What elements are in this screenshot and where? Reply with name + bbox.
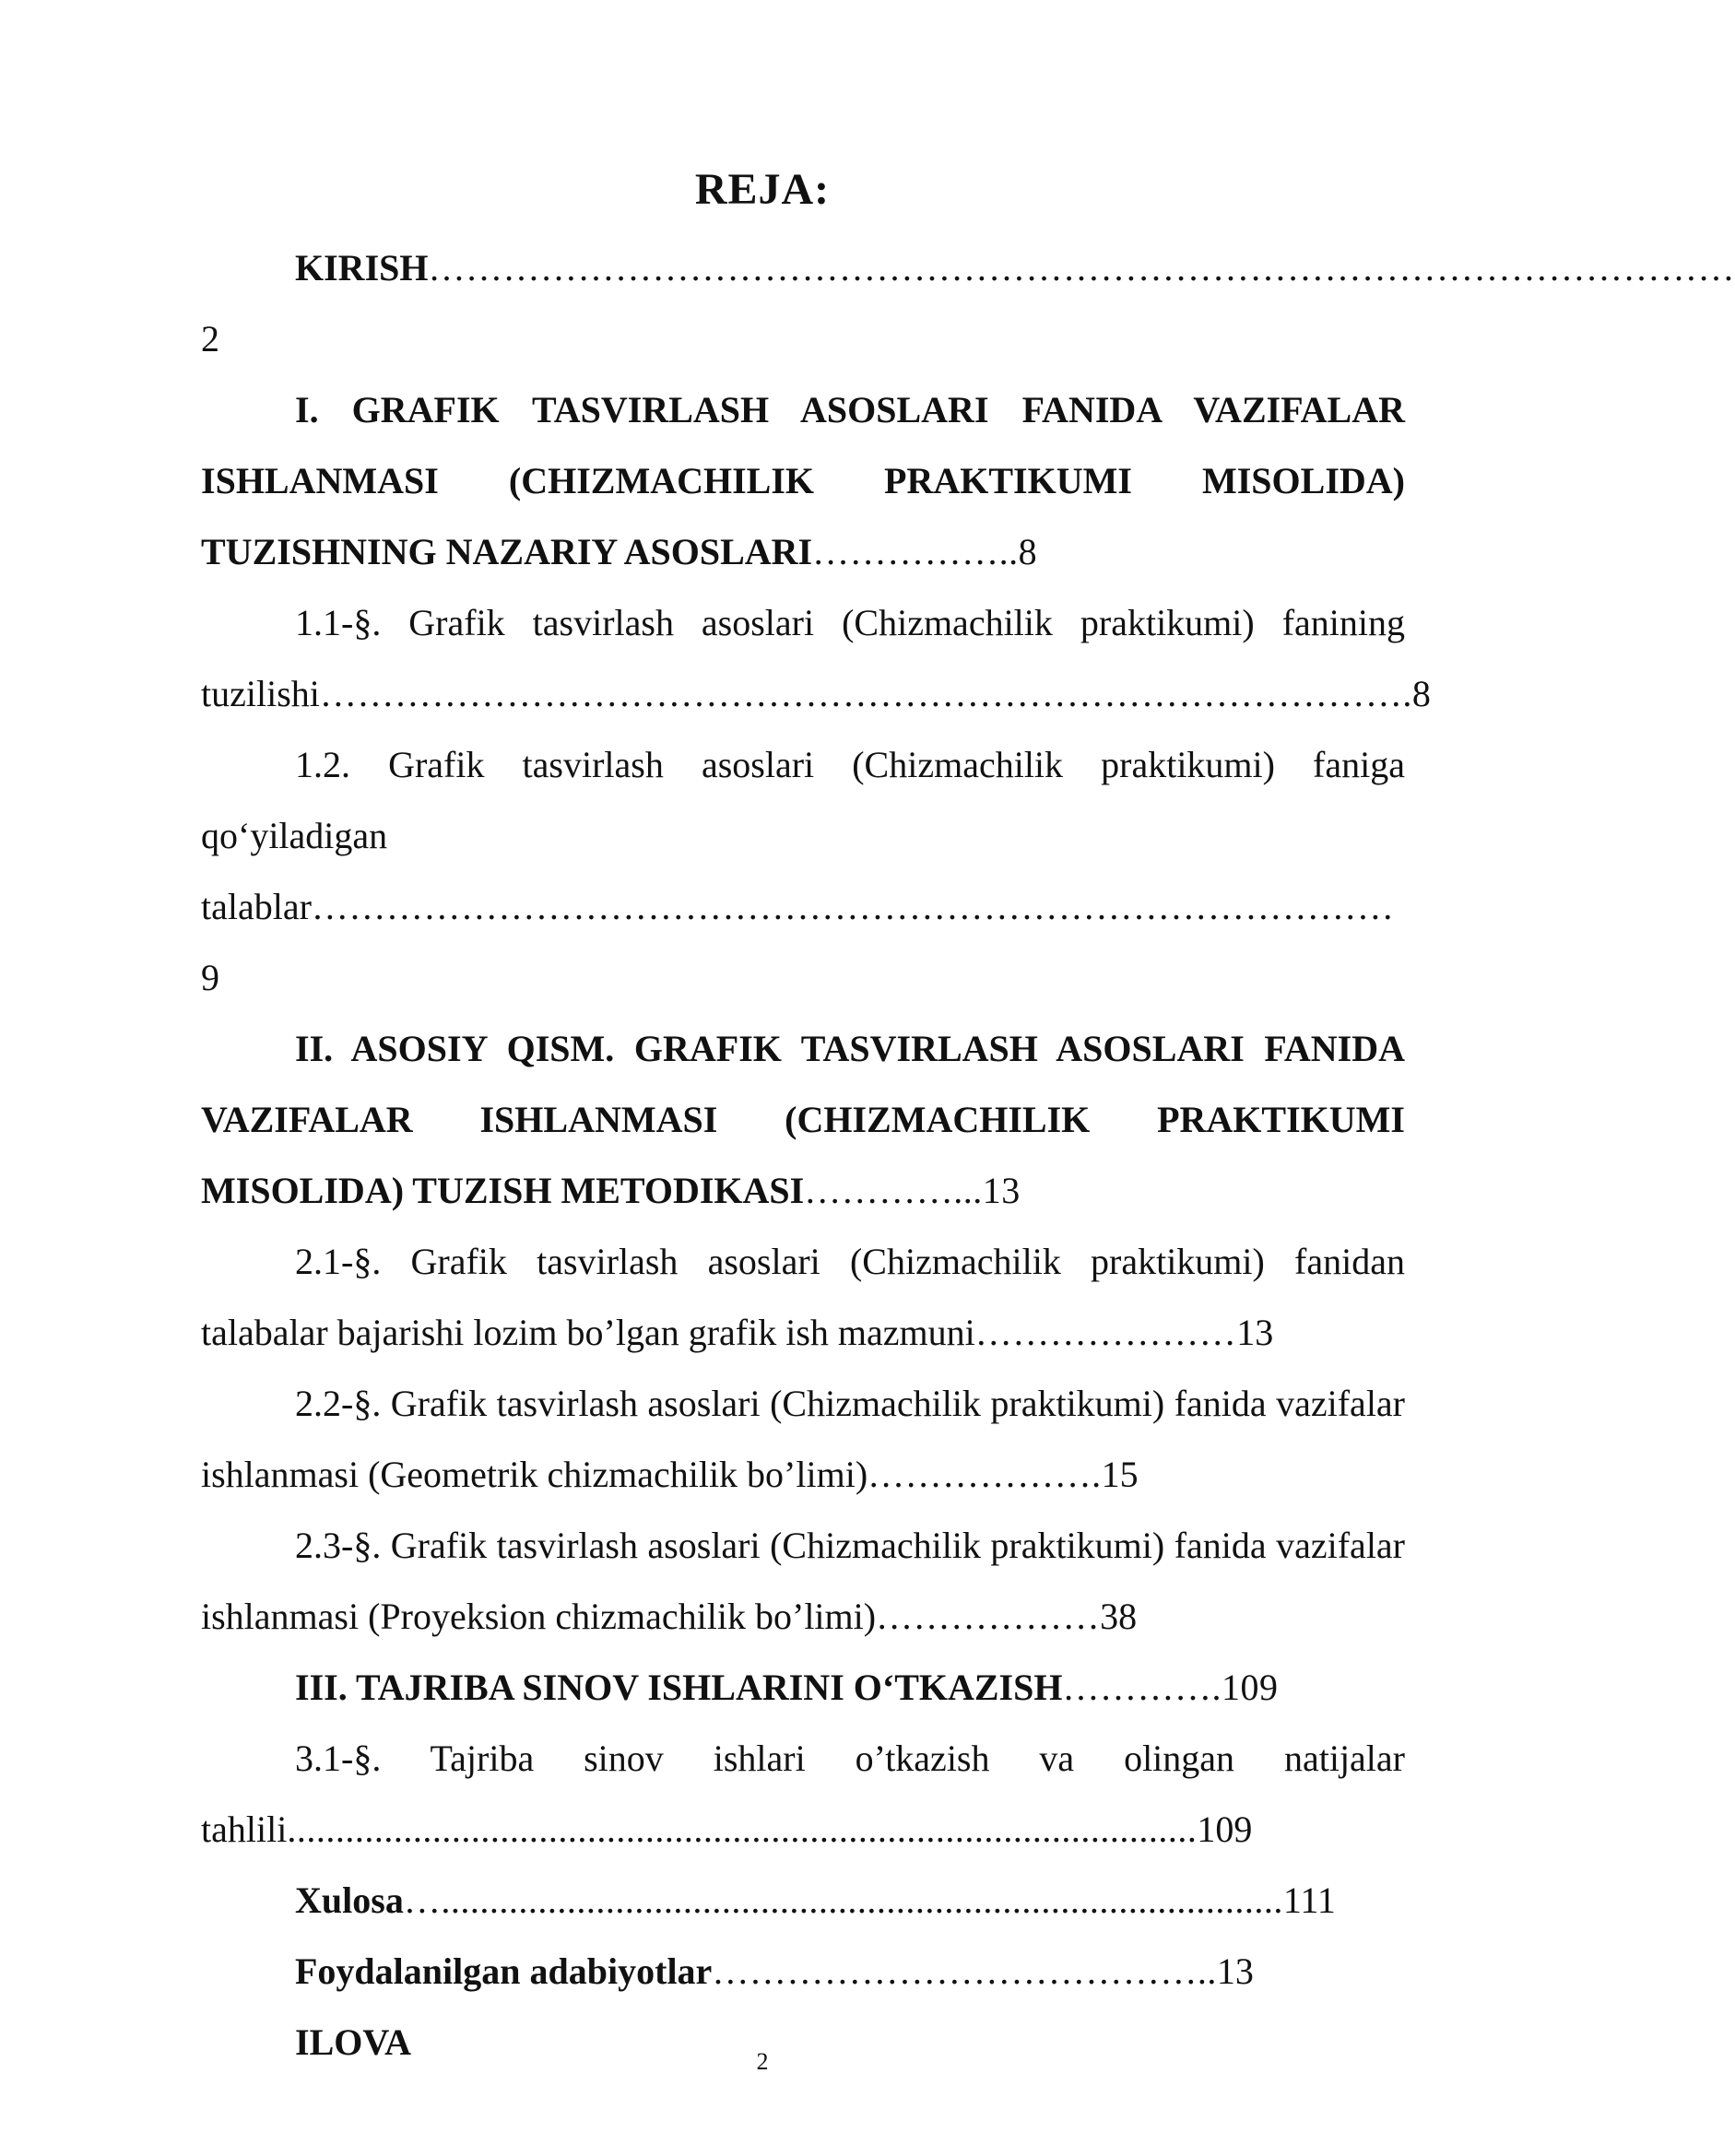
toc-entry-chapter-3 <box>201 1652 1405 1723</box>
toc-entry-leader: ………………… <box>974 1312 1237 1353</box>
toc-entry-label: Foydalanilgan adabiyotlar <box>295 1950 713 1992</box>
toc-entry-leader: ………………………………….. <box>712 1950 1217 1992</box>
toc-entry-page: 109 <box>1197 1808 1253 1850</box>
toc-entry-leader: .............................................................................................. <box>287 1808 1198 1850</box>
toc-entry-label: III. TAJRIBA SINOV ISHLARINI O‘TKAZISH <box>295 1667 1063 1708</box>
document-title: REJA: <box>694 165 831 214</box>
toc-entry-section-1-1 <box>201 587 1431 729</box>
toc-entry-label: I. GRAFIK TASVIRLASH ASOSLARI FANIDA VAZIFALAR ISHLANMASI (CHIZMACHILIK PRAKTIKUMI MISOLIDA) TUZISHNING NAZARIY ASOSLARI <box>201 389 1405 572</box>
toc-entry-section-3-1 <box>201 1723 1405 1865</box>
toc-entry-page: 13 <box>1236 1312 1274 1353</box>
toc-entry-leader: ……………………………………………………………………………. <box>319 673 1412 714</box>
toc-entry-page: 109 <box>1221 1667 1279 1708</box>
toc-entry-label: II. ASOSIY QISM. GRAFIK TASVIRLASH ASOSLARI FANIDA VAZIFALAR ISHLANMASI (CHIZMACHILIK PRAKTIKUMI MISOLIDA) TUZISH METODIKASI <box>201 1028 1405 1211</box>
toc-entry-label: 1.2. Grafik tasvirlash asoslari (Chizmachilik praktikumi) faniga qo‘yiladigan talablar <box>201 744 1405 927</box>
toc-entry-label: ILOVA <box>295 2021 411 2063</box>
toc-entry-leader: …………………………………………………………………………… <box>311 886 1395 927</box>
table-of-contents <box>201 232 1735 2078</box>
toc-entry-chapter-1 <box>201 374 1405 587</box>
toc-entry-page: 111 <box>1282 1879 1336 1921</box>
toc-entry-label: Xulosa <box>295 1879 404 1921</box>
toc-entry-page: 15 <box>1101 1454 1139 1495</box>
toc-entry-section-1-2 <box>201 729 1405 1013</box>
toc-entry-kirish <box>201 232 1735 374</box>
toc-entry-page: 13 <box>1216 1950 1254 1992</box>
toc-entry-page: 8 <box>1411 673 1431 714</box>
toc-entry-leader: …………. <box>1062 1667 1222 1708</box>
toc-entry-leader: …………….. <box>812 531 1019 572</box>
toc-entry-leader: ………………. <box>868 1454 1102 1495</box>
toc-entry-leader: …………………………………………………………………………………………… <box>428 247 1735 289</box>
toc-entry-section-2-3 <box>201 1510 1405 1652</box>
toc-entry-label: 2.3-§. Grafik tasvirlash asoslari (Chizmachilik praktikumi) fanida vazifalar ishlanmasi (Proyeksion chizmachilik bo’limi) <box>201 1525 1405 1637</box>
toc-entry-label: KIRISH <box>295 247 429 289</box>
toc-entry-page: 13 <box>982 1170 1021 1211</box>
toc-entry-section-2-1 <box>201 1226 1405 1368</box>
page-number: 2 <box>756 2048 769 2075</box>
toc-entry-xulosa <box>201 1865 1405 1936</box>
toc-entry-label: 1.1-§. Grafik tasvirlash asoslari (Chizmachilik praktikumi) fanining tuzilishi <box>201 602 1405 714</box>
toc-entry-page: 38 <box>1100 1596 1138 1637</box>
toc-entry-page: 9 <box>201 957 219 998</box>
toc-entry-section-2-2 <box>201 1368 1405 1510</box>
toc-entry-page: 2 <box>201 318 220 359</box>
toc-entry-page: 8 <box>1018 531 1038 572</box>
toc-entry-label: 2.1-§. Grafik tasvirlash asoslari (Chizmachilik praktikumi) fanidan talabalar bajarishi lozim bo’lgan grafik ish mazmuni <box>201 1241 1405 1353</box>
toc-entry-leader: …....................................................................................... <box>403 1879 1283 1921</box>
toc-entry-chapter-2 <box>201 1013 1405 1226</box>
toc-entry-leader: …………... <box>804 1170 983 1211</box>
toc-entry-label: 3.1-§. Tajriba sinov ishlari o’tkazish va olingan natijalar tahlili <box>201 1738 1405 1850</box>
toc-entry-label: 2.2-§. Grafik tasvirlash asoslari (Chizmachilik praktikumi) fanida vazifalar ishlanmasi (Geometrik chizmachilik bo’limi) <box>201 1383 1405 1495</box>
toc-entry-leader: ……………… <box>876 1596 1101 1637</box>
toc-entry-adabiyotlar <box>201 1936 1405 2007</box>
